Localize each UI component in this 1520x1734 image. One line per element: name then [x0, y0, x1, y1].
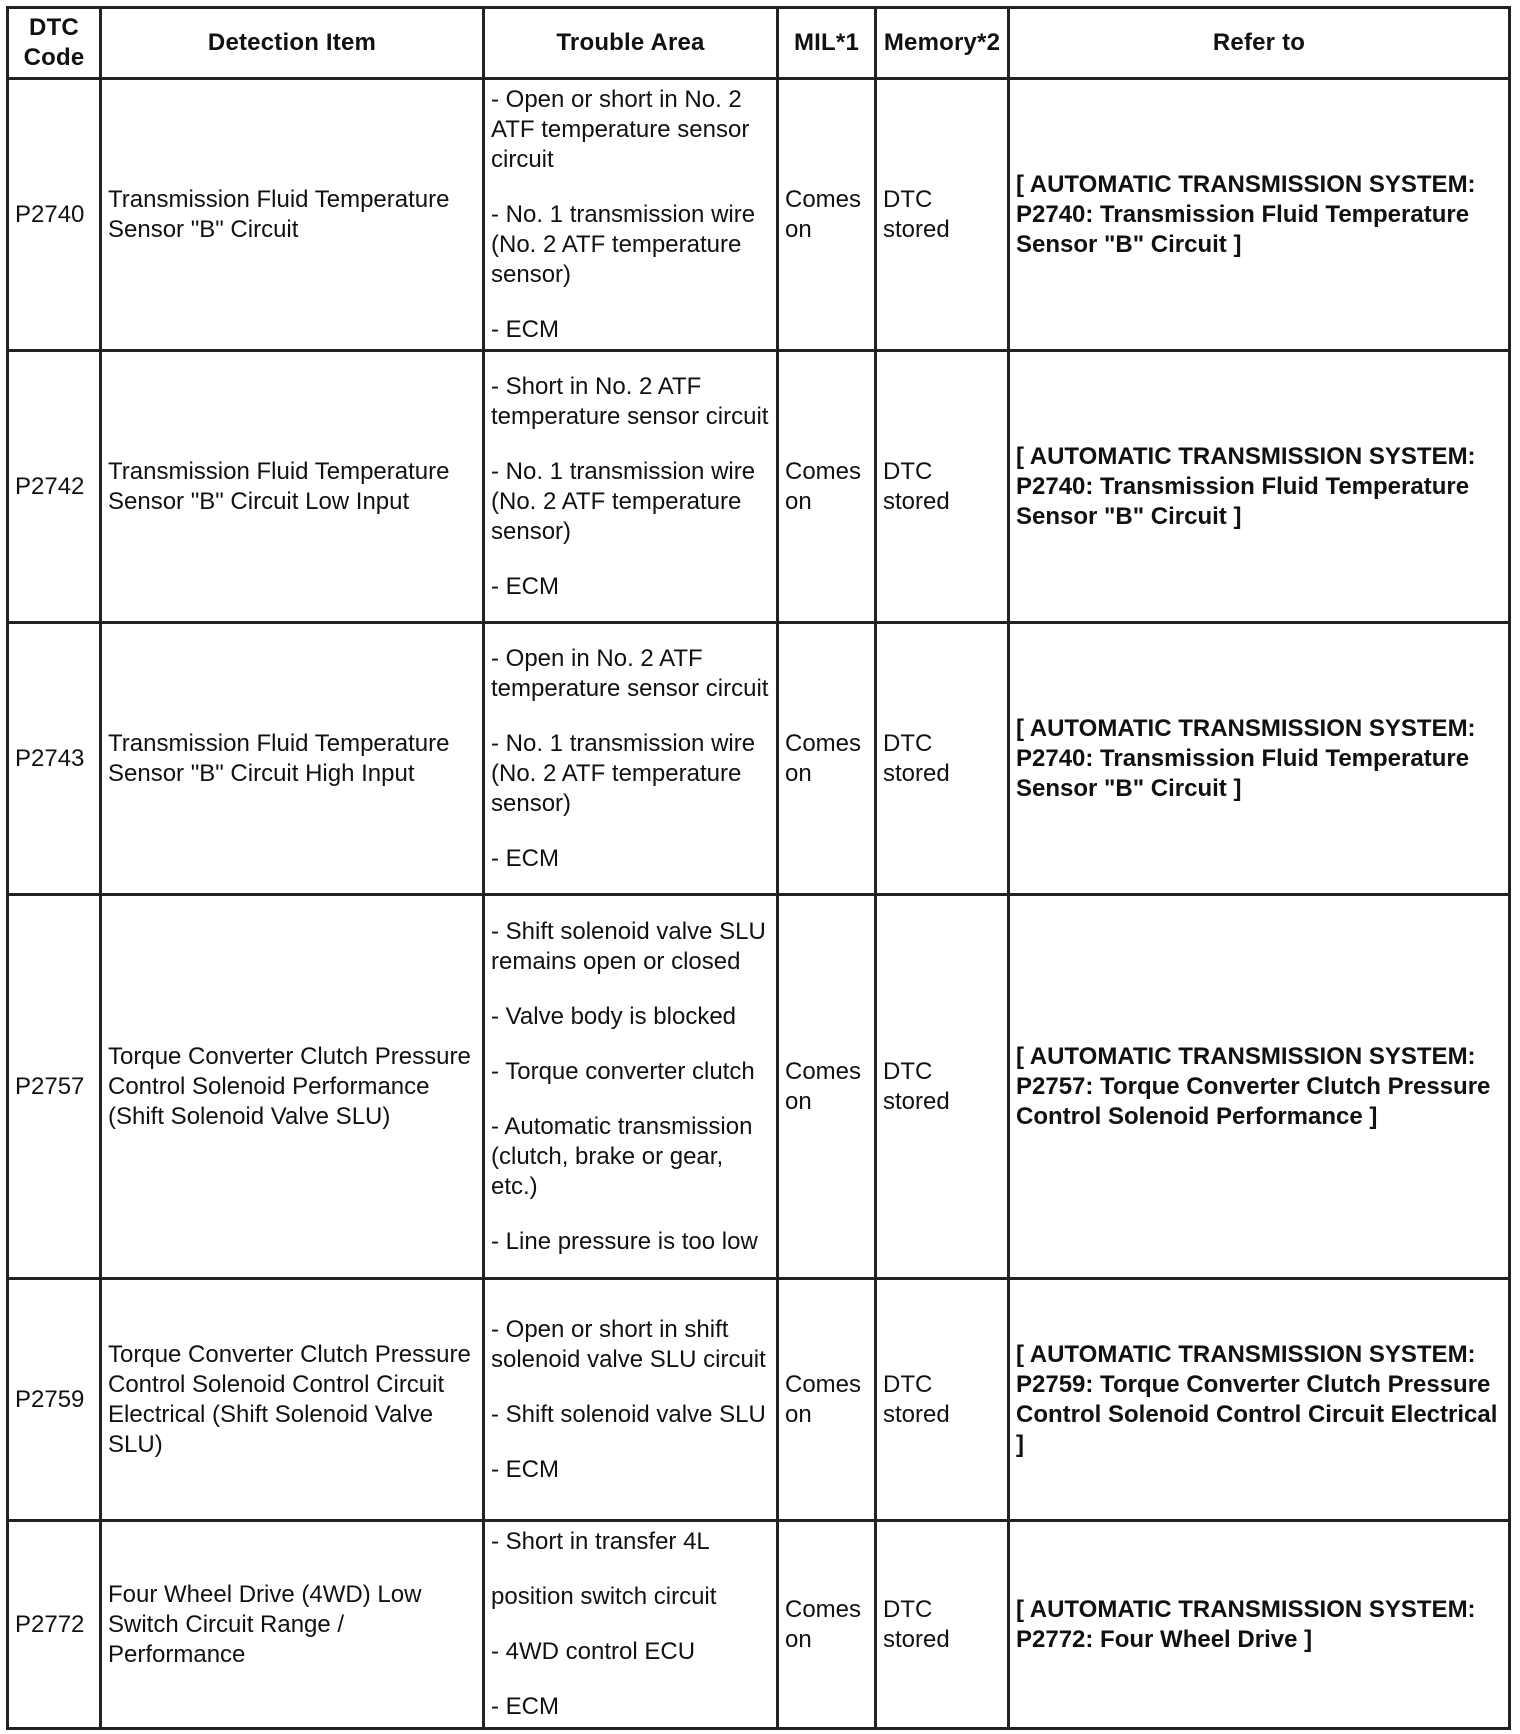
header-memory: Memory*2 — [876, 8, 1009, 79]
mil-cell: Comes on — [778, 1521, 876, 1729]
table-row — [8, 1521, 1510, 1729]
memory-cell: DTC stored — [876, 895, 1009, 1279]
header-mil: MIL*1 — [778, 8, 876, 79]
refer-to-cell: [ AUTOMATIC TRANSMISSION SYSTEM: P2740: Transmission Fluid Temperature Sensor "B" Circuit ] — [1009, 351, 1510, 623]
memory-cell: DTC stored — [876, 79, 1009, 351]
dtc-code-cell: P2759 — [8, 1279, 101, 1521]
trouble-area-item: - Torque converter clutch — [491, 1057, 755, 1085]
trouble-area-item: - No. 1 transmission wire (No. 2 ATF temperature sensor) — [491, 457, 756, 545]
trouble-area-item: - Short in transfer 4L — [491, 1528, 710, 1555]
trouble-area-item: - No. 1 transmission wire (No. 2 ATF temperature sensor) — [491, 729, 756, 817]
dtc-code-cell: P2772 — [8, 1521, 101, 1729]
table-row — [8, 895, 1510, 1279]
trouble-area-item: - 4WD control ECU — [491, 1638, 696, 1665]
refer-to-cell: [ AUTOMATIC TRANSMISSION SYSTEM: P2740: Transmission Fluid Temperature Sensor "B" Circuit ] — [1009, 623, 1510, 895]
detection-item-cell: Transmission Fluid Temperature Sensor "B" Circuit High Input — [101, 623, 484, 895]
trouble-area-item: - Automatic transmission (clutch, brake or gear, etc.) — [491, 1112, 753, 1200]
table-row — [8, 351, 1510, 623]
table-row — [8, 79, 1510, 351]
trouble-area-cell — [484, 351, 778, 623]
header-detection-item: Detection Item — [101, 8, 484, 79]
detection-item-cell: Transmission Fluid Temperature Sensor "B" Circuit — [101, 79, 484, 351]
trouble-area-item: - ECM — [491, 1693, 559, 1720]
detection-item-cell: Torque Converter Clutch Pressure Control Solenoid Control Circuit Electrical (Shift Solenoid Valve SLU) — [101, 1279, 484, 1521]
trouble-area-item: - Line pressure is too low — [491, 1227, 758, 1255]
trouble-area-item: - Valve body is blocked — [491, 1002, 737, 1030]
trouble-area-cell — [484, 1521, 778, 1729]
header-trouble-area: Trouble Area — [484, 8, 778, 79]
mil-cell: Comes on — [778, 895, 876, 1279]
trouble-area-item: - Open in No. 2 ATF temperature sensor circuit — [491, 644, 769, 702]
trouble-area-cell — [484, 1279, 778, 1521]
trouble-area-cell — [484, 79, 778, 351]
memory-cell: DTC stored — [876, 351, 1009, 623]
trouble-area-item: - ECM — [491, 844, 559, 872]
mil-cell: Comes on — [778, 79, 876, 351]
dtc-table — [6, 6, 1511, 1730]
trouble-area-item: - ECM — [491, 315, 559, 343]
refer-to-cell: [ AUTOMATIC TRANSMISSION SYSTEM: P2772: Four Wheel Drive ] — [1009, 1521, 1510, 1729]
refer-to-cell: [ AUTOMATIC TRANSMISSION SYSTEM: P2759: Torque Converter Clutch Pressure Control Solenoid Control Circuit Electrical ] — [1009, 1279, 1510, 1521]
detection-item-cell: Torque Converter Clutch Pressure Control Solenoid Performance (Shift Solenoid Valve SLU) — [101, 895, 484, 1279]
trouble-area-item: - Open or short in No. 2 ATF temperature sensor circuit — [491, 85, 750, 173]
refer-to-cell: [ AUTOMATIC TRANSMISSION SYSTEM: P2740: Transmission Fluid Temperature Sensor "B" Circuit ] — [1009, 79, 1510, 351]
dtc-code-cell: P2742 — [8, 351, 101, 623]
trouble-area-item: position switch circuit — [491, 1583, 717, 1610]
mil-cell: Comes on — [778, 623, 876, 895]
detection-item-cell: Transmission Fluid Temperature Sensor "B" Circuit Low Input — [101, 351, 484, 623]
header-row — [8, 8, 1510, 79]
refer-to-cell: [ AUTOMATIC TRANSMISSION SYSTEM: P2757: Torque Converter Clutch Pressure Control Solenoid Performance ] — [1009, 895, 1510, 1279]
memory-cell: DTC stored — [876, 1279, 1009, 1521]
mil-cell: Comes on — [778, 351, 876, 623]
trouble-area-item: - Shift solenoid valve SLU remains open or closed — [491, 917, 766, 975]
memory-cell: DTC stored — [876, 1521, 1009, 1729]
trouble-area-cell — [484, 623, 778, 895]
trouble-area-item: - Short in No. 2 ATF temperature sensor circuit — [491, 372, 769, 430]
header-refer-to: Refer to — [1009, 8, 1510, 79]
memory-cell: DTC stored — [876, 623, 1009, 895]
table-row — [8, 1279, 1510, 1521]
trouble-area-item: - Open or short in shift solenoid valve SLU circuit — [491, 1315, 766, 1373]
trouble-area-item: - No. 1 transmission wire (No. 2 ATF temperature sensor) — [491, 200, 756, 288]
dtc-code-cell: P2743 — [8, 623, 101, 895]
trouble-area-item: - Shift solenoid valve SLU — [491, 1400, 766, 1428]
trouble-area-item: - ECM — [491, 1455, 559, 1483]
dtc-code-cell: P2740 — [8, 79, 101, 351]
detection-item-cell: Four Wheel Drive (4WD) Low Switch Circuit Range / Performance — [101, 1521, 484, 1729]
table-body — [8, 79, 1510, 1729]
trouble-area-item: - ECM — [491, 572, 559, 600]
trouble-area-cell — [484, 895, 778, 1279]
dtc-code-cell: P2757 — [8, 895, 101, 1279]
table-row — [8, 623, 1510, 895]
mil-cell: Comes on — [778, 1279, 876, 1521]
header-dtc-code: DTC Code — [8, 8, 101, 79]
